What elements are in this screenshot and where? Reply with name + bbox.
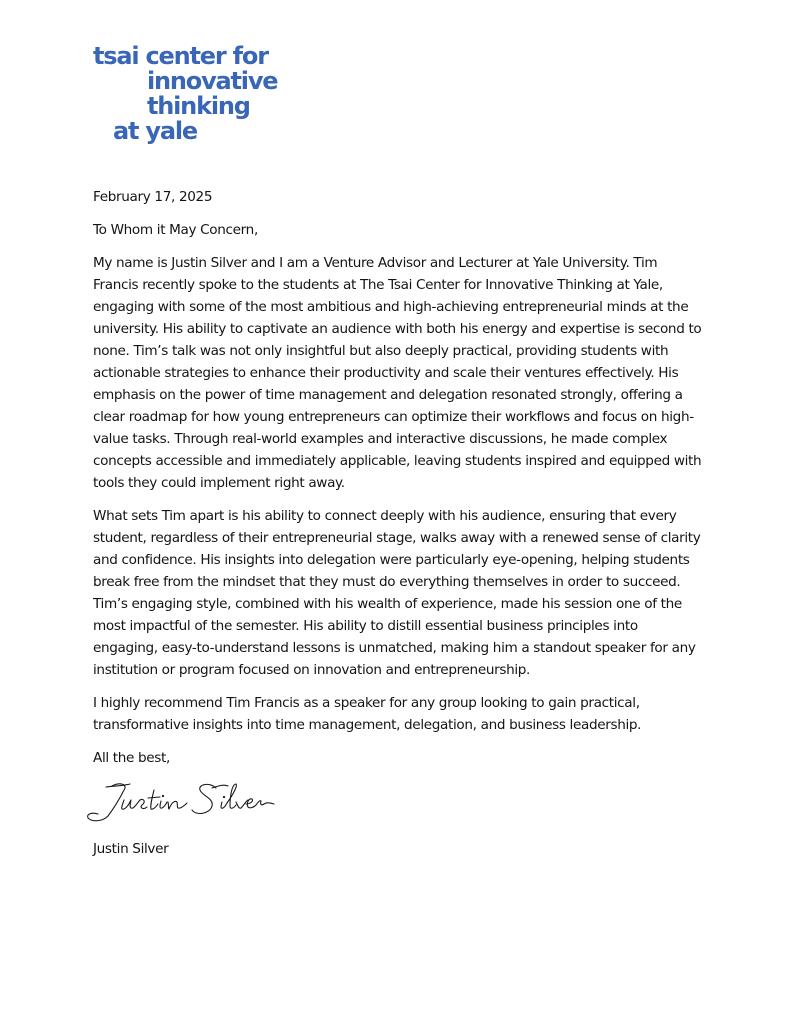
letter-closing: All the best, (93, 750, 170, 766)
logo-line-2: innovative (147, 67, 278, 95)
letter-salutation: To Whom it May Concern, (93, 222, 258, 238)
letter-paragraph-2: What sets Tim apart is his ability to connect deeply with his audience, ensuring that every student, regardless of their entrepreneurial stage, walks away with a renewed sense of clarity and confidence. His insights into delegation were particularly eye-opening, helping students break free from the mindset that they must do everything themselves in order to succeed. Tim’s engaging style, combined with his wealth of experience, made his session one of the most impactful of the semester. His ability to distill essential business principles into engaging, easy-to-understand lessons is unmatched, making him a standout speaker for any institution or program focused on innovation and entrepreneurship. (93, 508, 701, 678)
letter-paragraph-3: I highly recommend Tim Francis as a speaker for any group looking to gain practical, transformative insights into time management, delegation, and business leadership. (93, 695, 642, 733)
logo-line-3: thinking (147, 92, 250, 120)
tsai-center-logo (93, 44, 277, 144)
handwritten-signature (84, 778, 284, 828)
letter-body (93, 186, 705, 769)
logo-line-1: tsai center for (93, 42, 268, 70)
letter-date: February 17, 2025 (93, 189, 213, 205)
logo-line-4: at yale (113, 117, 197, 145)
signer-name: Justin Silver (93, 841, 169, 857)
letter-paragraph-1: My name is Justin Silver and I am a Venture Advisor and Lecturer at Yale University. Tim Francis recently spoke to the students at The Tsai Center for Innovative Thinking at Yale, engaging with some of the most ambitious and high-achieving entrepreneurial minds at the university. His ability to captivate an audience with both his energy and expertise is second to none. Tim’s talk was not only insightful but also deeply practical, providing students with actionable strategies to enhance their productivity and scale their ventures effectively. His emphasis on the power of time management and delegation resonated strongly, offering a clear roadmap for how young entrepreneurs can optimize their workflows and focus on high-value tasks. Through real-world examples and interactive discussions, he made complex concepts accessible and immediately applicable, leaving students inspired and equipped with tools they could implement right away. (93, 255, 702, 491)
